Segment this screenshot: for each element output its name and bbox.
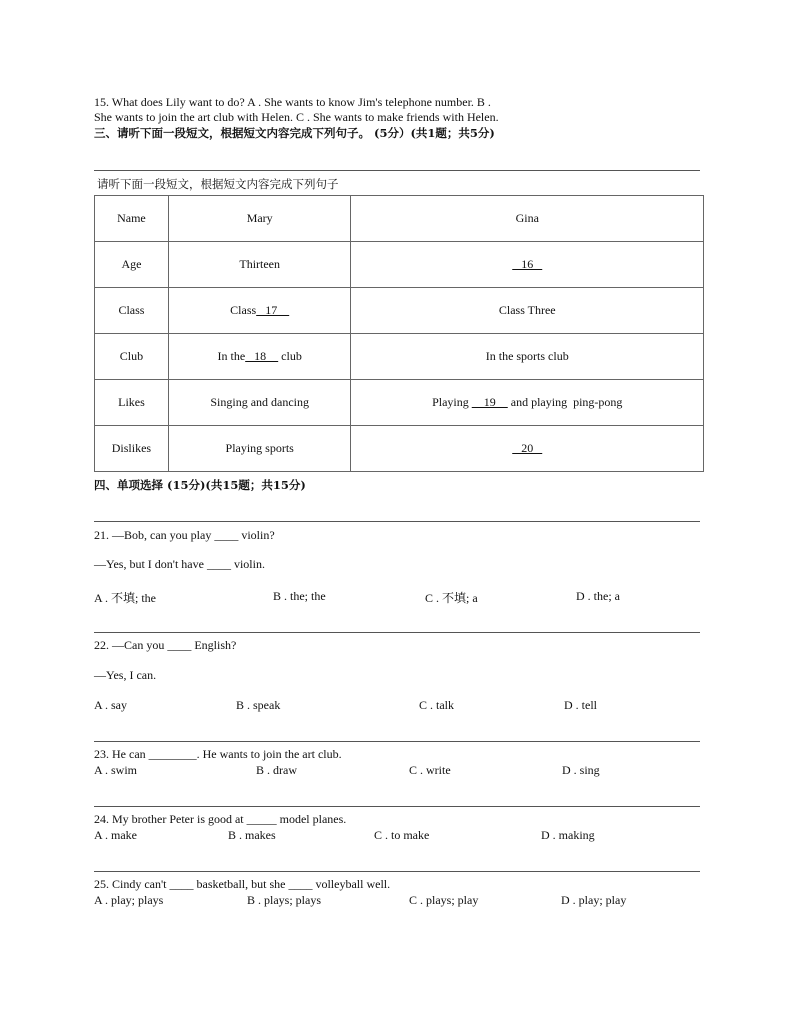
q21-option-c[interactable]: C . 不填; a <box>425 591 478 605</box>
cell-text: club <box>278 349 302 363</box>
cell-text: and playing ping-pong <box>507 395 623 409</box>
table-row <box>95 242 704 288</box>
q22-option-b[interactable]: B . speak <box>236 698 281 712</box>
q21-option-b[interactable]: B . the; the <box>273 589 326 603</box>
q23-stem: 23. He can ________. He wants to join the art club. <box>94 747 342 761</box>
divider <box>94 521 700 522</box>
q24-option-d[interactable]: D . making <box>541 828 595 842</box>
table-cell: Mary <box>168 196 351 242</box>
table-row <box>95 426 704 472</box>
q23-option-c[interactable]: C . write <box>409 763 451 777</box>
q15-line2: She wants to join the art club with Helen. C . She wants to make friends with Helen. <box>94 110 499 124</box>
q22-stem2: —Yes, I can. <box>94 668 157 682</box>
q22-stem: 22. —Can you ____ English? <box>94 638 237 652</box>
q22-option-c[interactable]: C . talk <box>419 698 454 712</box>
q25-option-b[interactable]: B . plays; plays <box>247 893 321 907</box>
table-row <box>95 288 704 334</box>
table-cell <box>168 288 351 334</box>
q23-option-b[interactable]: B . draw <box>256 763 297 777</box>
q24-stem: 24. My brother Peter is good at _____ model planes. <box>94 812 347 826</box>
q15-line1: 15. What does Lily want to do? A . She wants to know Jim's telephone number. B . <box>94 95 491 109</box>
table-cell: Club <box>95 334 169 380</box>
blank-20: 20 <box>512 441 543 455</box>
table-cell: In the sports club <box>351 334 704 380</box>
table-cell <box>168 334 351 380</box>
table-cell: Class Three <box>351 288 704 334</box>
table-cell: Singing and dancing <box>168 380 351 426</box>
table-cell: Likes <box>95 380 169 426</box>
table-cell: Playing sports <box>168 426 351 472</box>
q22-option-a[interactable]: A . say <box>94 698 127 712</box>
q25-option-a[interactable]: A . play; plays <box>94 893 164 907</box>
table-cell: Thirteen <box>168 242 351 288</box>
table-row <box>95 196 704 242</box>
section4-heading: 四、单项选择 (15分)(共15题；共15分) <box>94 478 306 492</box>
divider <box>94 632 700 633</box>
q21-stem2: —Yes, but I don't have ____ violin. <box>94 557 265 571</box>
section3-heading: 三、请听下面一段短文，根据短文内容完成下列句子。 (5分）(共1题；共5分) <box>94 126 495 140</box>
table-cell <box>351 242 704 288</box>
table-cell: Dislikes <box>95 426 169 472</box>
table-cell: Class <box>95 288 169 334</box>
divider <box>94 871 700 872</box>
blank-16: 16 <box>512 257 543 271</box>
section3-instruction: 请听下面一段短文，根据短文内容完成下列句子 <box>97 177 339 191</box>
q22-option-d[interactable]: D . tell <box>564 698 597 712</box>
info-table <box>94 195 704 472</box>
table-cell: Gina <box>351 196 704 242</box>
q25-stem: 25. Cindy can't ____ basketball, but she ____ volleyball well. <box>94 877 391 891</box>
q21-option-a[interactable]: A . 不填; the <box>94 591 156 605</box>
table-cell: Name <box>95 196 169 242</box>
divider <box>94 741 700 742</box>
q25-option-d[interactable]: D . play; play <box>561 893 627 907</box>
q23-option-a[interactable]: A . swim <box>94 763 138 777</box>
q21-option-d[interactable]: D . the; a <box>576 589 620 603</box>
blank-18: 18 <box>245 349 279 363</box>
cell-text: In the <box>217 349 246 363</box>
q24-option-c[interactable]: C . to make <box>374 828 430 842</box>
table-cell: Age <box>95 242 169 288</box>
cell-text: Playing <box>432 395 472 409</box>
divider <box>94 170 700 171</box>
q24-option-b[interactable]: B . makes <box>228 828 276 842</box>
q21-stem: 21. —Bob, can you play ____ violin? <box>94 528 275 542</box>
cell-text: Class <box>230 303 257 317</box>
blank-17: 17 <box>256 303 290 317</box>
q24-option-a[interactable]: A . make <box>94 828 137 842</box>
table-row <box>95 334 704 380</box>
divider <box>94 806 700 807</box>
q25-option-c[interactable]: C . plays; play <box>409 893 479 907</box>
blank-19: 19 <box>471 395 508 409</box>
table-cell <box>351 380 704 426</box>
q23-option-d[interactable]: D . sing <box>562 763 600 777</box>
table-row <box>95 380 704 426</box>
table-cell <box>351 426 704 472</box>
